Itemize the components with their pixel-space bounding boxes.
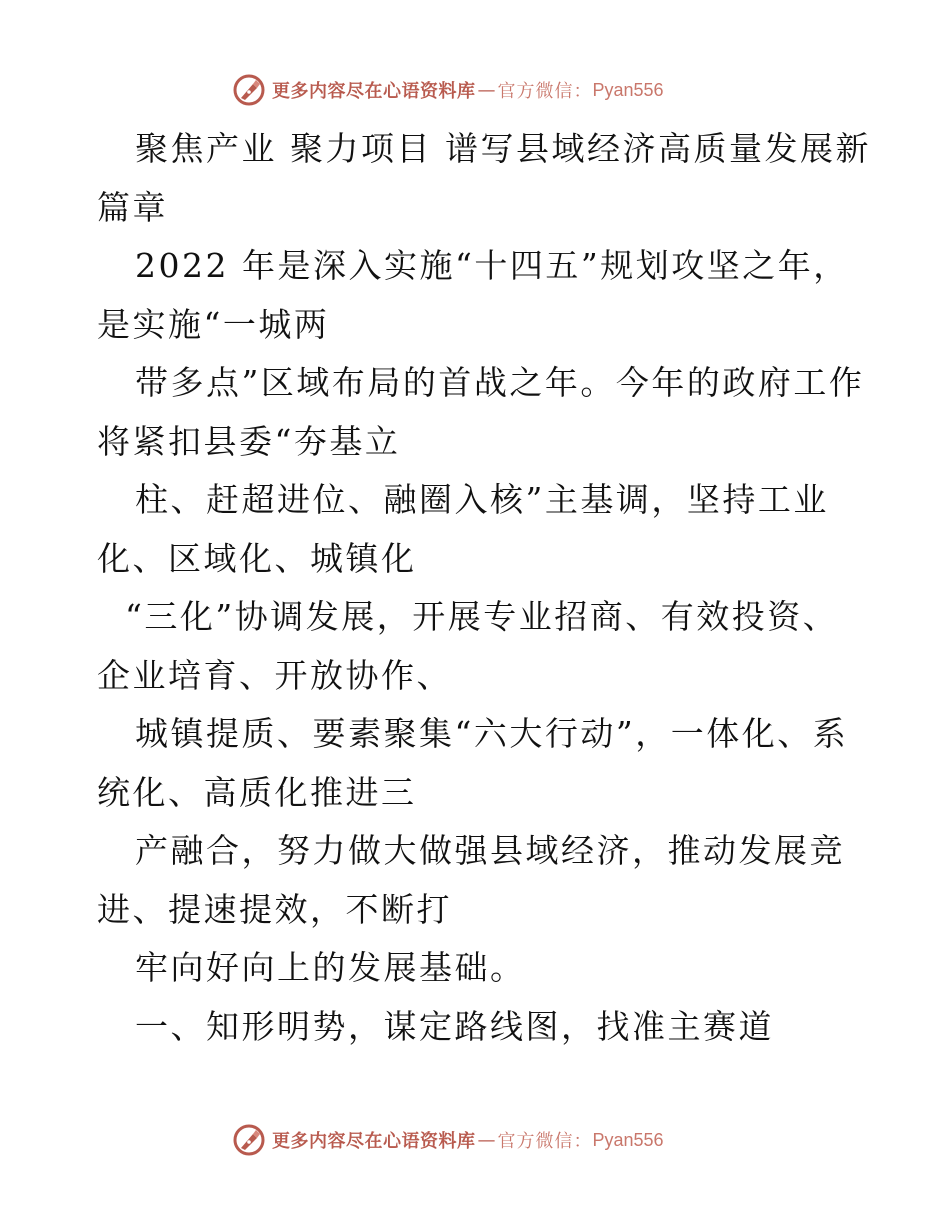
watermark-wechat-id: Pyan556 xyxy=(592,79,664,100)
watermark-main-text: 更多内容尽在心语资料库 xyxy=(272,1131,476,1152)
paragraph-line: 统化、高质化推进三 xyxy=(97,772,417,812)
paragraph-line: 2022 年是深入实施“十四五”规划攻坚之年， xyxy=(135,246,849,285)
pen-nib-circle-icon xyxy=(232,1123,266,1157)
watermark-sub-text: 官方微信： xyxy=(497,1131,593,1152)
watermark-separator: — xyxy=(477,79,496,101)
paragraph-line: 带多点”区域布局的首战之年。今年的政府工作 xyxy=(135,363,865,402)
document-title-line-1: 聚焦产业 聚力项目 谱写县域经济高质量发展新 xyxy=(135,129,871,168)
section-heading: 一、知形明势，谋定路线图，找准主赛道 xyxy=(135,1006,774,1046)
paragraph-line: 牢向好向上的发展基础。 xyxy=(135,948,526,987)
paragraph-line: 城镇提质、要素聚集“六大行动”，一体化、系 xyxy=(135,714,849,753)
watermark-separator: — xyxy=(477,1129,496,1151)
paragraph-line: “三化”协调发展，开展专业招商、有效投资、 xyxy=(125,597,839,636)
watermark-wechat-id: Pyan556 xyxy=(592,1129,664,1150)
watermark-sub-text: 官方微信： xyxy=(497,81,593,102)
paragraph-line: 柱、赶超进位、融圈入核”主基调，坚持工业 xyxy=(135,480,829,519)
paragraph-line: 将紧扣县委“夯基立 xyxy=(97,421,401,461)
document-body xyxy=(97,120,871,1056)
paragraph-line: 化、区域化、城镇化 xyxy=(97,538,417,578)
document-title-line-2: 篇章 xyxy=(97,187,168,227)
paragraph-line: 是实施“一城两 xyxy=(97,304,330,344)
paragraph-line: 产融合，努力做大做强县域经济，推动发展竞 xyxy=(135,831,845,870)
paragraph-line: 企业培育、开放协作、 xyxy=(97,655,452,695)
pen-nib-circle-icon xyxy=(232,73,266,107)
footer-watermark xyxy=(232,1120,732,1160)
header-watermark xyxy=(232,70,732,110)
paragraph-line: 进、提速提效，不断打 xyxy=(97,889,452,929)
watermark-main-text: 更多内容尽在心语资料库 xyxy=(272,81,476,102)
